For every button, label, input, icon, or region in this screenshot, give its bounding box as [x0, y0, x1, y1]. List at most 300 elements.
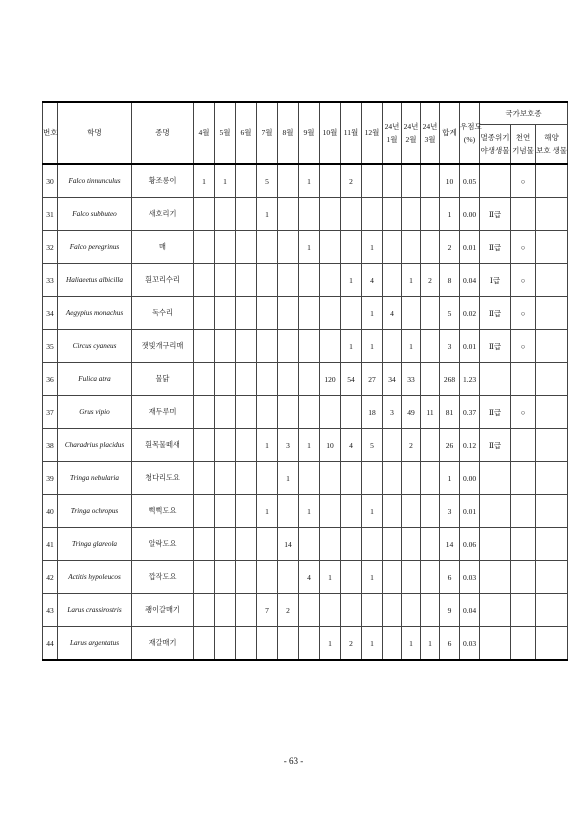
species-name: 괭이갈매기: [132, 594, 194, 627]
count-month-9: [299, 198, 320, 231]
row-number: 42: [43, 561, 58, 594]
header-month-4: 4월: [194, 102, 215, 164]
count-month-5: [215, 627, 236, 661]
count-month-5: [215, 462, 236, 495]
row-number: 41: [43, 528, 58, 561]
species-name: 재갈매기: [132, 627, 194, 661]
header-2024-jan: [383, 102, 402, 164]
endangered-grade: [480, 462, 511, 495]
row-number: 39: [43, 462, 58, 495]
count-month-8: [278, 198, 299, 231]
row-number: 36: [43, 363, 58, 396]
count-2024-jan: [383, 561, 402, 594]
header-national-protected: 국가보호종: [480, 102, 568, 125]
header-natural-monument: [511, 125, 536, 165]
count-month-7: [257, 396, 278, 429]
count-2024-mar: [421, 561, 440, 594]
count-2024-feb: [402, 198, 421, 231]
count-month-11: [341, 561, 362, 594]
count-month-9: 1: [299, 164, 320, 198]
count-month-11: 2: [341, 164, 362, 198]
count-month-5: [215, 495, 236, 528]
total-count: 6: [440, 561, 460, 594]
count-2024-mar: [421, 495, 440, 528]
count-month-12: 1: [362, 495, 383, 528]
endangered-grade: [480, 363, 511, 396]
count-month-9: [299, 297, 320, 330]
count-month-7: [257, 231, 278, 264]
count-month-12: 5: [362, 429, 383, 462]
natural-monument-mark: [511, 462, 536, 495]
header-endangered: [480, 125, 511, 165]
header-2024-mar: [421, 102, 440, 164]
scientific-name: Tringa nebularia: [58, 462, 132, 495]
dominance-value: 1.23: [460, 363, 480, 396]
header-month-8: 8월: [278, 102, 299, 164]
endangered-grade: [480, 561, 511, 594]
marine-protected-mark: [536, 231, 568, 264]
count-month-5: [215, 231, 236, 264]
table-row: [43, 495, 568, 528]
total-count: 1: [440, 462, 460, 495]
scientific-name: Tringa glareola: [58, 528, 132, 561]
count-2024-jan: [383, 330, 402, 363]
count-month-7: [257, 561, 278, 594]
count-month-5: [215, 198, 236, 231]
species-name: 재두루미: [132, 396, 194, 429]
scientific-name: Grus vipio: [58, 396, 132, 429]
species-name: 흰목물떼새: [132, 429, 194, 462]
count-month-12: [362, 198, 383, 231]
count-month-11: [341, 594, 362, 627]
header-number: 번호: [43, 102, 58, 164]
count-2024-mar: [421, 297, 440, 330]
natural-monument-mark: ○: [511, 264, 536, 297]
marine-protected-mark: [536, 462, 568, 495]
count-2024-jan: 34: [383, 363, 402, 396]
marine-protected-mark: [536, 561, 568, 594]
count-month-5: [215, 561, 236, 594]
dominance-value: 0.00: [460, 198, 480, 231]
natural-monument-mark: [511, 198, 536, 231]
table-body: [43, 164, 568, 660]
count-month-11: 54: [341, 363, 362, 396]
count-month-5: [215, 528, 236, 561]
header-2024-feb-month: 2월: [405, 135, 417, 144]
count-2024-jan: [383, 462, 402, 495]
marine-protected-mark: [536, 528, 568, 561]
species-name: 삑삑도요: [132, 495, 194, 528]
count-month-8: [278, 231, 299, 264]
total-count: 3: [440, 495, 460, 528]
table-row: [43, 330, 568, 363]
count-month-6: [236, 396, 257, 429]
count-month-9: [299, 528, 320, 561]
table-row: [43, 561, 568, 594]
count-month-10: [320, 198, 341, 231]
count-month-7: [257, 627, 278, 661]
count-2024-mar: [421, 330, 440, 363]
natural-monument-mark: [511, 495, 536, 528]
count-2024-jan: [383, 429, 402, 462]
natural-monument-mark: [511, 429, 536, 462]
count-2024-mar: [421, 198, 440, 231]
row-number: 33: [43, 264, 58, 297]
species-name: 알락도요: [132, 528, 194, 561]
row-number: 30: [43, 164, 58, 198]
total-count: 14: [440, 528, 460, 561]
table-row: [43, 231, 568, 264]
endangered-grade: Ⅱ급: [480, 297, 511, 330]
count-month-12: 1: [362, 627, 383, 661]
count-2024-jan: [383, 231, 402, 264]
count-month-4: [194, 462, 215, 495]
count-month-8: [278, 495, 299, 528]
count-month-4: [194, 429, 215, 462]
count-2024-feb: [402, 462, 421, 495]
header-month-11: 11월: [341, 102, 362, 164]
header-marine-protected-top: 해양: [544, 133, 559, 142]
count-2024-feb: [402, 164, 421, 198]
marine-protected-mark: [536, 495, 568, 528]
count-month-6: [236, 429, 257, 462]
count-month-10: [320, 528, 341, 561]
count-month-12: [362, 164, 383, 198]
count-month-11: 4: [341, 429, 362, 462]
total-count: 6: [440, 627, 460, 661]
count-month-6: [236, 462, 257, 495]
count-month-4: [194, 363, 215, 396]
count-month-4: [194, 297, 215, 330]
total-count: 8: [440, 264, 460, 297]
header-2024-jan-year: 24년: [384, 122, 400, 131]
count-month-12: 18: [362, 396, 383, 429]
count-2024-jan: [383, 594, 402, 627]
count-month-6: [236, 363, 257, 396]
header-month-10: 10월: [320, 102, 341, 164]
count-2024-feb: 49: [402, 396, 421, 429]
count-month-8: [278, 164, 299, 198]
row-number: 38: [43, 429, 58, 462]
natural-monument-mark: [511, 561, 536, 594]
count-month-11: [341, 198, 362, 231]
count-month-9: [299, 462, 320, 495]
endangered-grade: [480, 495, 511, 528]
count-month-4: [194, 561, 215, 594]
natural-monument-mark: ○: [511, 231, 536, 264]
count-2024-mar: [421, 528, 440, 561]
count-month-9: [299, 627, 320, 661]
count-month-12: 1: [362, 561, 383, 594]
count-month-10: [320, 396, 341, 429]
scientific-name: Fulica atra: [58, 363, 132, 396]
endangered-grade: Ⅱ급: [480, 198, 511, 231]
count-2024-jan: [383, 264, 402, 297]
count-month-9: [299, 363, 320, 396]
header-endangered-bottom: 야생생물: [480, 146, 510, 155]
count-month-5: 1: [215, 164, 236, 198]
scientific-name: Larus crassirostris: [58, 594, 132, 627]
count-2024-jan: [383, 528, 402, 561]
header-marine-protected-bottom: 보호 생물: [536, 146, 567, 155]
scientific-name: Falco tinnunculus: [58, 164, 132, 198]
count-2024-feb: [402, 561, 421, 594]
natural-monument-mark: [511, 528, 536, 561]
count-month-6: [236, 528, 257, 561]
count-month-9: 1: [299, 231, 320, 264]
header-species-name: 종명: [132, 102, 194, 164]
species-name: 황조롱이: [132, 164, 194, 198]
count-month-6: [236, 164, 257, 198]
count-2024-mar: [421, 164, 440, 198]
count-month-6: [236, 495, 257, 528]
count-month-6: [236, 594, 257, 627]
count-month-5: [215, 330, 236, 363]
count-month-9: 1: [299, 495, 320, 528]
count-month-7: 5: [257, 164, 278, 198]
count-2024-mar: 11: [421, 396, 440, 429]
table-row: [43, 594, 568, 627]
count-2024-jan: [383, 627, 402, 661]
count-month-5: [215, 363, 236, 396]
count-month-9: [299, 396, 320, 429]
row-number: 43: [43, 594, 58, 627]
count-month-4: [194, 495, 215, 528]
count-month-11: 1: [341, 264, 362, 297]
natural-monument-mark: [511, 594, 536, 627]
count-2024-feb: [402, 495, 421, 528]
count-2024-feb: [402, 231, 421, 264]
count-month-5: [215, 396, 236, 429]
dominance-value: 0.37: [460, 396, 480, 429]
dominance-value: 0.01: [460, 330, 480, 363]
species-name: 깝작도요: [132, 561, 194, 594]
count-month-10: [320, 495, 341, 528]
natural-monument-mark: ○: [511, 164, 536, 198]
marine-protected-mark: [536, 627, 568, 661]
count-month-6: [236, 198, 257, 231]
count-month-7: [257, 462, 278, 495]
marine-protected-mark: [536, 164, 568, 198]
count-month-8: 1: [278, 462, 299, 495]
scientific-name: Charadrius placidus: [58, 429, 132, 462]
header-2024-feb: [402, 102, 421, 164]
count-month-12: [362, 594, 383, 627]
marine-protected-mark: [536, 297, 568, 330]
count-month-12: 4: [362, 264, 383, 297]
natural-monument-mark: [511, 363, 536, 396]
endangered-grade: Ⅱ급: [480, 231, 511, 264]
count-month-9: [299, 594, 320, 627]
header-2024-mar-year: 24년: [422, 122, 438, 131]
header-month-6: 6월: [236, 102, 257, 164]
table-row: [43, 363, 568, 396]
count-month-5: [215, 594, 236, 627]
endangered-grade: [480, 528, 511, 561]
count-month-7: 1: [257, 198, 278, 231]
count-2024-mar: [421, 462, 440, 495]
header-2024-jan-month: 1월: [386, 135, 398, 144]
count-month-10: [320, 462, 341, 495]
count-month-7: 1: [257, 495, 278, 528]
row-number: 34: [43, 297, 58, 330]
dominance-value: 0.00: [460, 462, 480, 495]
count-month-4: [194, 264, 215, 297]
count-month-4: 1: [194, 164, 215, 198]
total-count: 81: [440, 396, 460, 429]
header-month-5: 5월: [215, 102, 236, 164]
count-month-5: [215, 264, 236, 297]
count-month-7: [257, 264, 278, 297]
count-2024-jan: [383, 164, 402, 198]
count-month-4: [194, 594, 215, 627]
dominance-value: 0.04: [460, 594, 480, 627]
endangered-grade: Ⅰ급: [480, 264, 511, 297]
scientific-name: Circus cyaneus: [58, 330, 132, 363]
count-month-8: [278, 396, 299, 429]
endangered-grade: [480, 164, 511, 198]
header-dominance-label: 우점도: [460, 122, 482, 131]
header-month-9: 9월: [299, 102, 320, 164]
count-month-4: [194, 231, 215, 264]
dominance-value: 0.05: [460, 164, 480, 198]
count-2024-jan: 4: [383, 297, 402, 330]
header-dominance: [460, 102, 480, 164]
count-month-7: [257, 330, 278, 363]
count-2024-jan: [383, 495, 402, 528]
marine-protected-mark: [536, 429, 568, 462]
marine-protected-mark: [536, 594, 568, 627]
count-month-10: [320, 164, 341, 198]
header-marine-protected: [536, 125, 568, 165]
dominance-value: 0.02: [460, 297, 480, 330]
count-month-4: [194, 528, 215, 561]
count-month-7: 1: [257, 429, 278, 462]
table-row: [43, 462, 568, 495]
dominance-value: 0.06: [460, 528, 480, 561]
total-count: 5: [440, 297, 460, 330]
count-month-9: 1: [299, 429, 320, 462]
total-count: 3: [440, 330, 460, 363]
species-name: 청다리도요: [132, 462, 194, 495]
total-count: 1: [440, 198, 460, 231]
dominance-value: 0.03: [460, 627, 480, 661]
count-month-4: [194, 198, 215, 231]
count-month-5: [215, 297, 236, 330]
species-name: 흰꼬리수리: [132, 264, 194, 297]
count-month-8: [278, 264, 299, 297]
count-month-9: [299, 264, 320, 297]
count-month-11: [341, 396, 362, 429]
count-month-11: [341, 528, 362, 561]
total-count: 268: [440, 363, 460, 396]
count-month-11: [341, 495, 362, 528]
count-month-7: 7: [257, 594, 278, 627]
row-number: 44: [43, 627, 58, 661]
marine-protected-mark: [536, 198, 568, 231]
header-scientific-name: 학명: [58, 102, 132, 164]
row-number: 37: [43, 396, 58, 429]
row-number: 32: [43, 231, 58, 264]
count-month-9: [299, 330, 320, 363]
table-row: [43, 627, 568, 661]
count-2024-feb: 1: [402, 627, 421, 661]
bird-survey-table: [42, 101, 568, 661]
total-count: 26: [440, 429, 460, 462]
count-2024-feb: 33: [402, 363, 421, 396]
count-month-8: [278, 363, 299, 396]
count-2024-feb: 2: [402, 429, 421, 462]
count-2024-mar: [421, 594, 440, 627]
count-month-12: 27: [362, 363, 383, 396]
count-2024-feb: [402, 297, 421, 330]
scientific-name: Falco subbuteo: [58, 198, 132, 231]
count-month-8: [278, 627, 299, 661]
count-month-6: [236, 297, 257, 330]
table-row: [43, 396, 568, 429]
dominance-value: 0.04: [460, 264, 480, 297]
count-month-4: [194, 330, 215, 363]
endangered-grade: Ⅱ급: [480, 429, 511, 462]
marine-protected-mark: [536, 264, 568, 297]
scientific-name: Falco peregrinus: [58, 231, 132, 264]
count-month-8: [278, 297, 299, 330]
table-row: [43, 198, 568, 231]
dominance-value: 0.12: [460, 429, 480, 462]
header-endangered-top: 멸종위기: [480, 133, 510, 142]
count-month-10: 1: [320, 627, 341, 661]
scientific-name: Tringa ochropus: [58, 495, 132, 528]
count-month-8: 3: [278, 429, 299, 462]
count-month-12: 1: [362, 231, 383, 264]
row-number: 31: [43, 198, 58, 231]
marine-protected-mark: [536, 330, 568, 363]
count-month-6: [236, 561, 257, 594]
count-month-7: [257, 363, 278, 396]
natural-monument-mark: ○: [511, 396, 536, 429]
count-2024-feb: 1: [402, 330, 421, 363]
count-2024-feb: [402, 594, 421, 627]
count-2024-jan: [383, 198, 402, 231]
endangered-grade: Ⅱ급: [480, 330, 511, 363]
count-2024-mar: 2: [421, 264, 440, 297]
count-month-10: 1: [320, 561, 341, 594]
table-row: [43, 528, 568, 561]
count-month-11: 1: [341, 330, 362, 363]
row-number: 40: [43, 495, 58, 528]
table-row: [43, 264, 568, 297]
count-month-11: [341, 462, 362, 495]
count-month-8: [278, 330, 299, 363]
dominance-value: 0.01: [460, 231, 480, 264]
marine-protected-mark: [536, 396, 568, 429]
species-name: 새호리기: [132, 198, 194, 231]
scientific-name: Aegypius monachus: [58, 297, 132, 330]
species-name: 잿빛개구리매: [132, 330, 194, 363]
header-natural-monument-top: 천연: [515, 133, 531, 142]
total-count: 2: [440, 231, 460, 264]
total-count: 9: [440, 594, 460, 627]
count-month-7: [257, 297, 278, 330]
count-month-5: [215, 429, 236, 462]
count-2024-mar: [421, 231, 440, 264]
table-row: [43, 164, 568, 198]
count-month-10: 120: [320, 363, 341, 396]
count-2024-mar: [421, 429, 440, 462]
header-natural-monument-bottom: 기념물: [512, 146, 534, 155]
natural-monument-mark: [511, 627, 536, 661]
row-number: 35: [43, 330, 58, 363]
